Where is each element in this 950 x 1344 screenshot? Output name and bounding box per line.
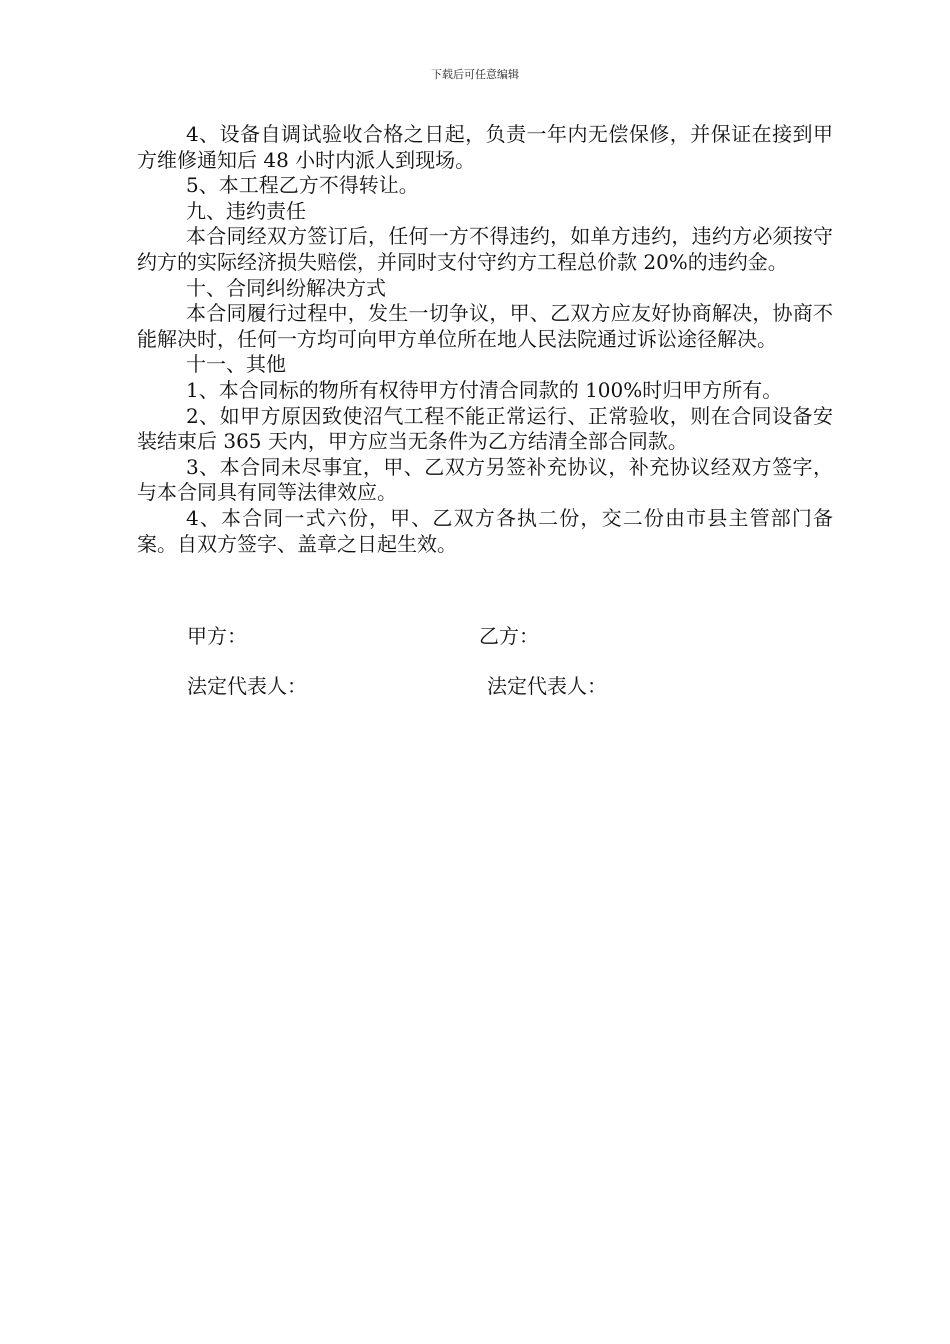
clause-supplement: 3、本合同未尽事宜，甲、乙双方另签补充协议，补充协议经双方签字，与本合同具有同等法律效应。 xyxy=(137,454,833,505)
party-a-label: 甲方： xyxy=(187,624,247,648)
contract-body xyxy=(137,122,833,557)
clause-ownership: 1、本合同标的物所有权待甲方付清合同款的 100%时归甲方所有。 xyxy=(186,377,783,402)
clause-copies: 4、本合同一式六份，甲、乙双方各执二份，交二份由市县主管部门备案。自双方签字、盖章之日起生效。 xyxy=(137,505,833,556)
section-heading-dispute: 十、合同纠纷解决方式 xyxy=(186,275,386,300)
party-b-label: 乙方： xyxy=(479,624,539,648)
section-heading-other: 十一、其他 xyxy=(186,352,286,377)
clause-settlement: 2、如甲方原因致使沼气工程不能正常运行、正常验收，则在合同设备安装结束后 365 天内，甲方应当无条件为乙方结清全部合同款。 xyxy=(137,403,833,454)
clause-warranty: 4、设备自调试验收合格之日起，负责一年内无偿保修，并保证在接到甲方维修通知后 48 小时内派人到现场。 xyxy=(137,122,833,172)
party-a-representative-label: 法定代表人： xyxy=(187,674,307,698)
clause-breach: 本合同经双方签订后，任何一方不得违约，如单方违约，违约方必须按守约方的实际经济损失赔偿，并同时支付守约方工程总价款 20%的违约金。 xyxy=(137,224,833,274)
clause-dispute: 本合同履行过程中，发生一切争议，甲、乙双方应友好协商解决，协商不能解决时，任何一方均可向甲方单位所在地人民法院通过诉讼途径解决。 xyxy=(137,301,833,351)
section-heading-breach: 九、违约责任 xyxy=(186,198,306,223)
header-note: 下载后可任意编辑 xyxy=(431,68,519,81)
party-b-representative-label: 法定代表人： xyxy=(487,674,607,698)
clause-no-transfer: 5、本工程乙方不得转让。 xyxy=(186,173,419,198)
